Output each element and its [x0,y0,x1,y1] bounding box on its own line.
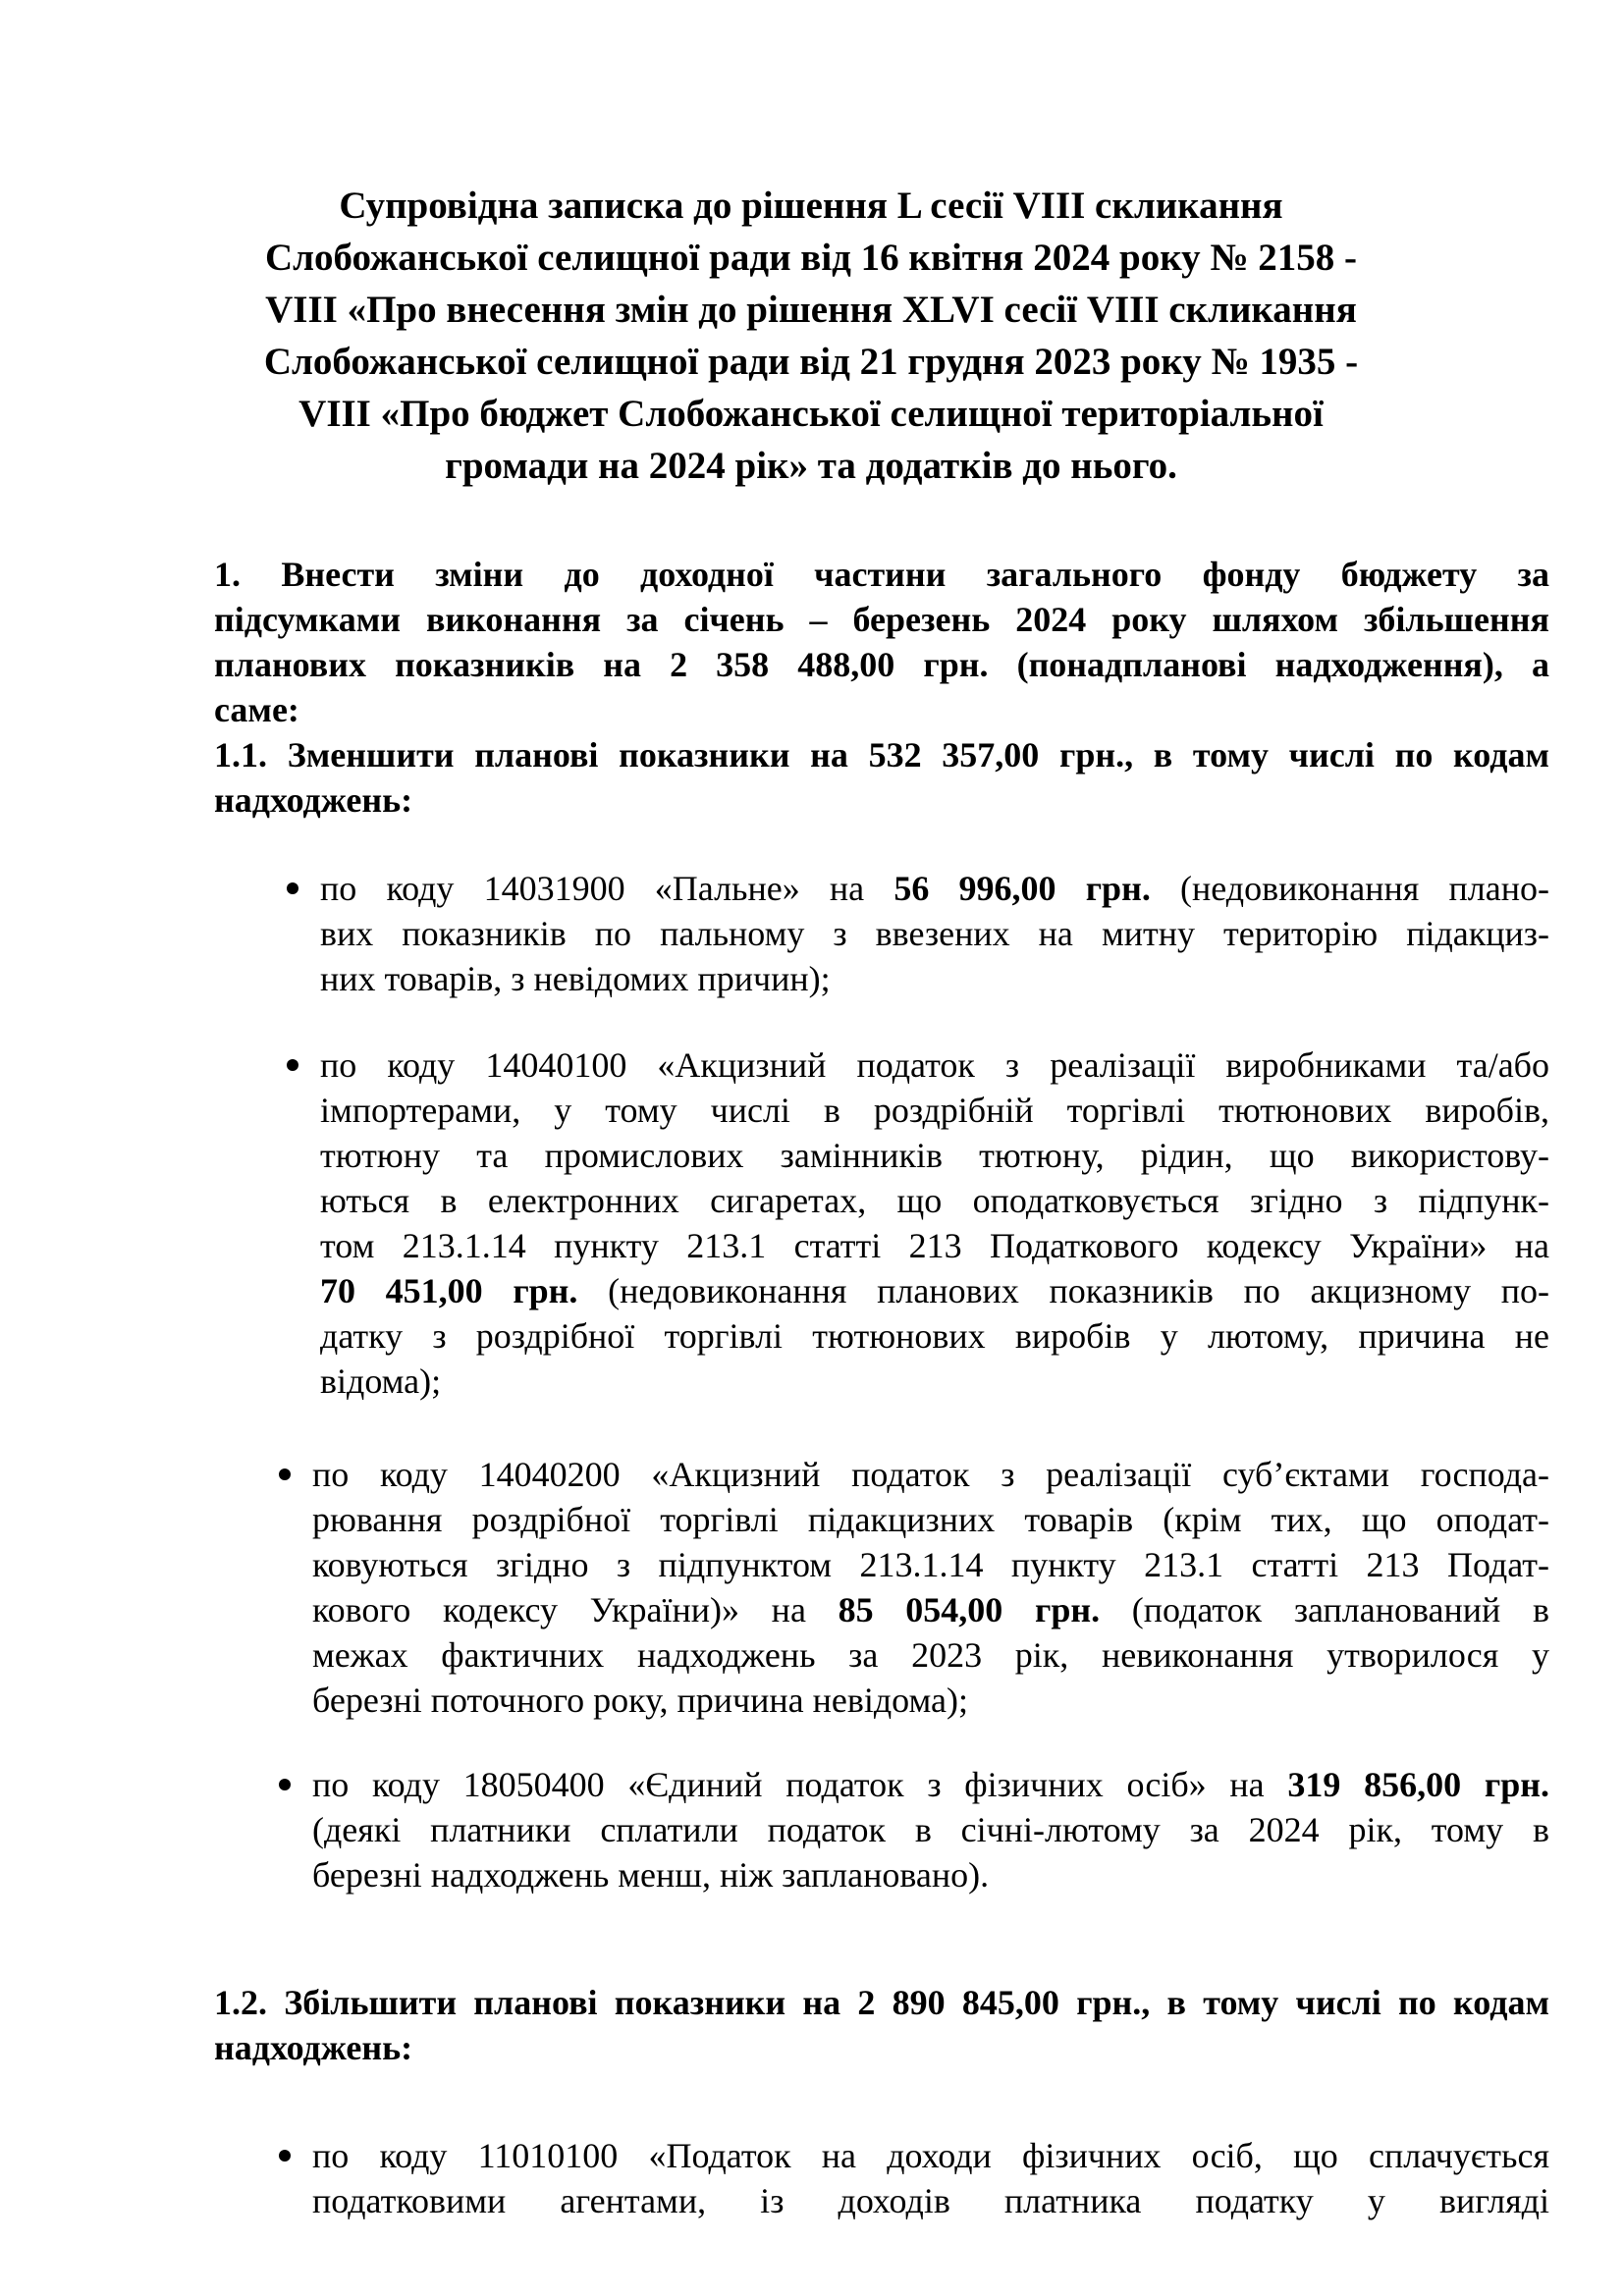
document-title [216,180,1406,492]
list-item: по коду 18050400 «Єдиний податок з фізичних осіб» на 319 856,00 грн. (деякі платники сплатили податок в січні-лютому за 2024 рік, тому в березні надходжень менш, ніж заплановано). [312,1762,1549,1897]
title-line: VIII «Про бюджет Слобожанської селищної територіальної [298,393,1324,435]
title-line: громади на 2024 рік» та додатків до нього. [445,445,1177,487]
bullet-icon [287,1042,300,1088]
section-1-2-heading: 1.2. Збільшити планові показники на 2 890 845,00 грн., в тому числі по кодам надходжень: [214,1983,1549,2067]
amount: 319 856,00 грн. [1287,1765,1549,1804]
amount: 85 054,00 грн. [838,1590,1101,1629]
heading-line: саме: [214,690,299,729]
title-line: VIII «Про внесення змін до рішення XLVI сесії VIII скликання [265,289,1357,331]
list-item: по коду 14040200 «Акцизний податок з реалізації суб’єктами господа- рювання роздрібної торгівлі підакцизних товарів (крім тих, що оподат- ковуються згідно з підпунктом 213.1.14 пункту 213.1 статті 213 Подат- кового кодексу України)» на 85 054,00 грн. (податок запланований в межах фактичних надходжень за 2023 рік, невиконання утворилося у березні поточного року, причина невідома); [312,1452,1549,1723]
bullet-icon [279,1452,293,1497]
bullet-icon [287,866,300,911]
title-line: Слобожанської селищної ради від 16 квітня 2024 року № 2158 - [264,237,1358,279]
amount: 70 451,00 грн. [320,1271,578,1310]
section-1-heading [214,552,1549,823]
title-line: Слобожанської селищної ради від 21 грудня 2023 року № 1935 - [263,341,1359,383]
list-item: по коду 14040100 «Акцизний податок з реалізації виробниками та/або імпортерами, у тому числі в роздрібній торгівлі тютюнових виробів, тютюну та промислових замінників тютюну, рідин, що використову- ються в електронних сигаретах, що оподатковується згідно з підпунк- том 213.1.14 пункту 213.1 статті 213 Податкового кодексу України» на 70 451,00 грн. (недовиконання планових показників по акцизному по- датку з роздрібної торгівлі тютюнових виробів у лютому, причина не відома); [320,1042,1549,1404]
bullet-icon [279,1762,293,1807]
heading-line: підсумками виконання за січень – березень 2024 року шляхом збільшення [214,600,1549,639]
amount: 56 996,00 грн. [893,869,1151,908]
title-line: Супровідна записка до рішення L сесії VIII скликання [339,185,1283,227]
heading-line: планових показників на 2 358 488,00 грн. (понадпланові надходження), а [214,645,1549,684]
list-item: по коду 11010100 «Податок на доходи фізичних осіб, що сплачується податковими агентами, із доходів платника податку у вигляді [312,2133,1549,2223]
list-item: по коду 14031900 «Пальне» на 56 996,00 грн. (недовиконання плано- вих показників по пальному з ввезених на митну територію підакциз- них товарів, з невідомих причин); [320,866,1549,1001]
bullet-icon [279,2133,293,2178]
section-1-1-line: надходжень: [214,780,413,820]
section-1-1-line: 1.1. Зменшити планові показники на 532 357,00 грн., в тому числі по кодам [214,735,1549,774]
heading-line: 1. Внести зміни до доходної частини загального фонду бюджету за [214,555,1549,594]
